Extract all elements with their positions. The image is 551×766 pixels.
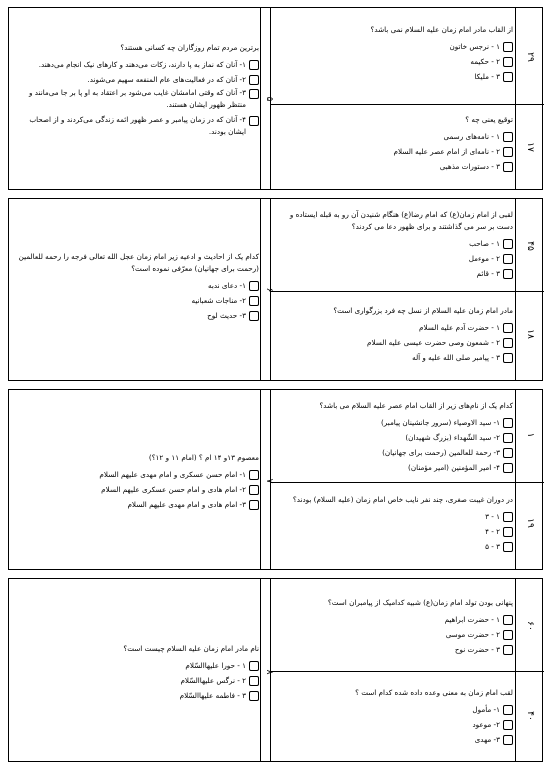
question-block-3 (8, 389, 543, 570)
question-number: ۷ (264, 478, 274, 484)
checkbox[interactable] (249, 75, 259, 85)
option-1[interactable]: ۱- دعای ندبه (15, 278, 259, 293)
checkbox[interactable] (249, 691, 259, 701)
option-3[interactable]: ۳ - ملیکا (275, 69, 513, 84)
option-3[interactable]: ۳- امام هادی و امام مهدی علیهم السلام (15, 497, 259, 512)
option-1[interactable]: ۱ - حضرت ابراهیم (275, 612, 513, 627)
checkbox[interactable] (503, 705, 513, 715)
question-stem: معصوم ۱۳و ۱۴ ام ؟ (امام ۱۱ و ۱۲؟) (148, 453, 259, 462)
question-stem: توقیع یعنی چه ؟ (465, 115, 513, 124)
option-2[interactable]: ۲ - حکیمه (275, 54, 513, 69)
option-3[interactable]: ۳- رحمة للعالمین (رحمت برای جهانیان) (275, 445, 513, 460)
option-2[interactable]: ۲- موعود (275, 717, 513, 732)
checkbox[interactable] (503, 162, 513, 172)
question-29 (275, 24, 513, 84)
checkbox[interactable] (503, 418, 513, 428)
question-stem: از القاب مادر امام زمان علیه السلام نمی باشد؟ (370, 25, 513, 34)
checkbox[interactable] (503, 630, 513, 640)
question-stem: کدام یک از احادیث و ادعیه زیر امام زمان عجل الله تعالی فرجه را رحمه للعالمین (رحمت برای جهانیان) معرّفی نموده است؟ (18, 252, 259, 273)
question-number: ۱۸ (525, 329, 535, 339)
option-2[interactable]: ۲- سید الشّهداء (بزرگ شهیدان) (275, 430, 513, 445)
question-stem: لقب امام زمان به معنی وعده داده شده کدام است ؟ (355, 688, 513, 697)
option-3[interactable]: ۳- آنان که وقتی امامشان غایب می‌شود بر اعتقاد به او پا بر جا می‌مانند و منتظر ظهور ایشان هستند. (15, 87, 259, 111)
checkbox[interactable] (503, 147, 513, 157)
question-number: ۴۵ (525, 241, 535, 251)
checkbox[interactable] (249, 311, 259, 321)
option-2[interactable]: ۲- مناجات شعبانیه (15, 293, 259, 308)
option-2[interactable]: ۲ - شمعون وصی حضرت عیسی علیه السلام (275, 335, 513, 350)
option-3[interactable]: ۳ - دستورات مذهبی (275, 159, 513, 174)
checkbox[interactable] (503, 239, 513, 249)
option-2[interactable]: ۲ - نرگس علیهاالسّلام (15, 673, 259, 688)
option-1[interactable]: ۱ - صاحب (275, 236, 513, 251)
checkbox[interactable] (249, 500, 259, 510)
question-number: ۵ (264, 96, 274, 102)
option-3[interactable]: ۳ - فاطمه علیهاالسّلام (15, 688, 259, 703)
question-block-1 (8, 7, 543, 190)
question-number: ۱۹ (525, 518, 535, 528)
checkbox[interactable] (503, 463, 513, 473)
question-40 (275, 687, 513, 747)
checkbox[interactable] (503, 720, 513, 730)
question-number: ۲۹ (525, 52, 535, 62)
checkbox[interactable] (503, 254, 513, 264)
question-6 (15, 251, 259, 323)
question-1 (275, 400, 513, 475)
question-stem: نام مادر امام زمان علیه السلام چیست است؟ (123, 644, 259, 653)
question-8 (15, 643, 259, 703)
option-2[interactable]: ۲ - نامه‌ای از امام عصر علیه السلام (275, 144, 513, 159)
checkbox[interactable] (503, 645, 513, 655)
question-19 (275, 494, 513, 554)
question-stem: برترین مردم تمام روزگاران چه کسانی هستند؟ (120, 43, 259, 52)
option-3[interactable]: ۳- حدیث لوح (15, 308, 259, 323)
question-17 (275, 114, 513, 174)
option-2[interactable]: ۲ - حضرت موسی (275, 627, 513, 642)
checkbox[interactable] (503, 542, 513, 552)
option-1[interactable]: ۱ - نرجس خاتون (275, 39, 513, 54)
option-3[interactable]: ۳ - پیامبر صلی الله علیه و آله (275, 350, 513, 365)
question-stem: پنهانی بودن تولد امام زمان(ع) شبیه کدامیک از پیامبران است؟ (327, 598, 513, 607)
checkbox[interactable] (503, 269, 513, 279)
option-3[interactable]: ۳ - قائم (275, 266, 513, 281)
option-2[interactable]: ۲- امام هادی و امام حسن عسکری علیهم السلام (15, 482, 259, 497)
question-number: ۶ (264, 287, 274, 293)
question-stem: مادر امام زمان علیه السلام از نسل چه فرد بزرگواری است؟ (333, 306, 513, 315)
question-stem: لقبی از امام زمان(ع) که امام رضا(ع) هنگام شنیدن آن رو به قبله ایستاده و دست بر سر می گذاشتند و برای ظهور دعا می کردند؟ (289, 210, 513, 231)
question-block-4 (8, 578, 543, 762)
checkbox[interactable] (249, 281, 259, 291)
checkbox[interactable] (249, 296, 259, 306)
option-1[interactable]: ۱ - حضرت آدم علیه السلام (275, 320, 513, 335)
option-3[interactable]: ۳ - حضرت نوح (275, 642, 513, 657)
option-3[interactable]: ۳- مهدی (275, 732, 513, 747)
option-1[interactable]: ۱ - حورا علیهاالسّلام (15, 658, 259, 673)
question-7 (15, 452, 259, 512)
option-1[interactable]: ۱- آنان که نماز به پا دارند، زکات می‌دهند و کارهای نیک انجام می‌دهند. (15, 57, 259, 72)
question-stem: کدام یک از نام‌های زیر از القاب امام عصر علیه السلام می باشد؟ (319, 401, 513, 410)
checkbox[interactable] (503, 57, 513, 67)
question-number: ۱۷ (525, 142, 535, 152)
question-18 (275, 305, 513, 365)
checkbox[interactable] (503, 323, 513, 333)
checkbox[interactable] (249, 116, 259, 126)
checkbox[interactable] (249, 661, 259, 671)
option-1[interactable]: ۱- سید الاوصیاء (سرور جانشینان پیامبر) (275, 415, 513, 430)
checkbox[interactable] (249, 89, 259, 99)
checkbox[interactable] (503, 615, 513, 625)
checkbox[interactable] (503, 433, 513, 443)
option-1[interactable]: ۱ - نامه‌های رسمی (275, 129, 513, 144)
option-4[interactable]: ۴- آنان که در زمان پیامبر و عصر ظهور ائمه زندگی می‌کردند و از اصحاب ایشان بودند. (15, 114, 259, 138)
checkbox[interactable] (503, 72, 513, 82)
checkbox[interactable] (503, 527, 513, 537)
checkbox[interactable] (503, 735, 513, 745)
question-stem: در دوران غیبت صغری، چند نفر نایب خاص امام زمان (علیه السلام) بودند؟ (292, 495, 513, 504)
checkbox[interactable] (503, 132, 513, 142)
question-45 (275, 209, 513, 281)
checkbox[interactable] (249, 676, 259, 686)
question-5 (15, 42, 259, 138)
question-number: ۴۰ (525, 711, 535, 721)
option-2[interactable]: ۲ - ۴ (275, 524, 513, 539)
option-2[interactable]: ۲ - موءمل (275, 251, 513, 266)
checkbox[interactable] (503, 338, 513, 348)
question-number: ۱ (525, 432, 535, 438)
checkbox[interactable] (249, 60, 259, 70)
option-4[interactable]: ۴- امیر المؤمنین (امیر مؤمنان) (275, 460, 513, 475)
option-1[interactable]: ۱ - ۳ (275, 509, 513, 524)
option-1[interactable]: ۱- مأمول (275, 702, 513, 717)
question-60 (275, 597, 513, 657)
checkbox[interactable] (503, 448, 513, 458)
checkbox[interactable] (503, 42, 513, 52)
checkbox[interactable] (503, 512, 513, 522)
question-number: ۸ (264, 669, 274, 675)
checkbox[interactable] (249, 470, 259, 480)
option-2[interactable]: ۲- آنان که در فعالیت‌های عام المنفعه سهیم می‌شوند. (15, 72, 259, 87)
question-number: ۶۰ (525, 621, 535, 631)
checkbox[interactable] (503, 353, 513, 363)
option-3[interactable]: ۳ - ۵ (275, 539, 513, 554)
option-1[interactable]: ۱- امام حسن عسکری و امام مهدی علیهم السلام (15, 467, 259, 482)
question-block-2 (8, 198, 543, 381)
checkbox[interactable] (249, 485, 259, 495)
